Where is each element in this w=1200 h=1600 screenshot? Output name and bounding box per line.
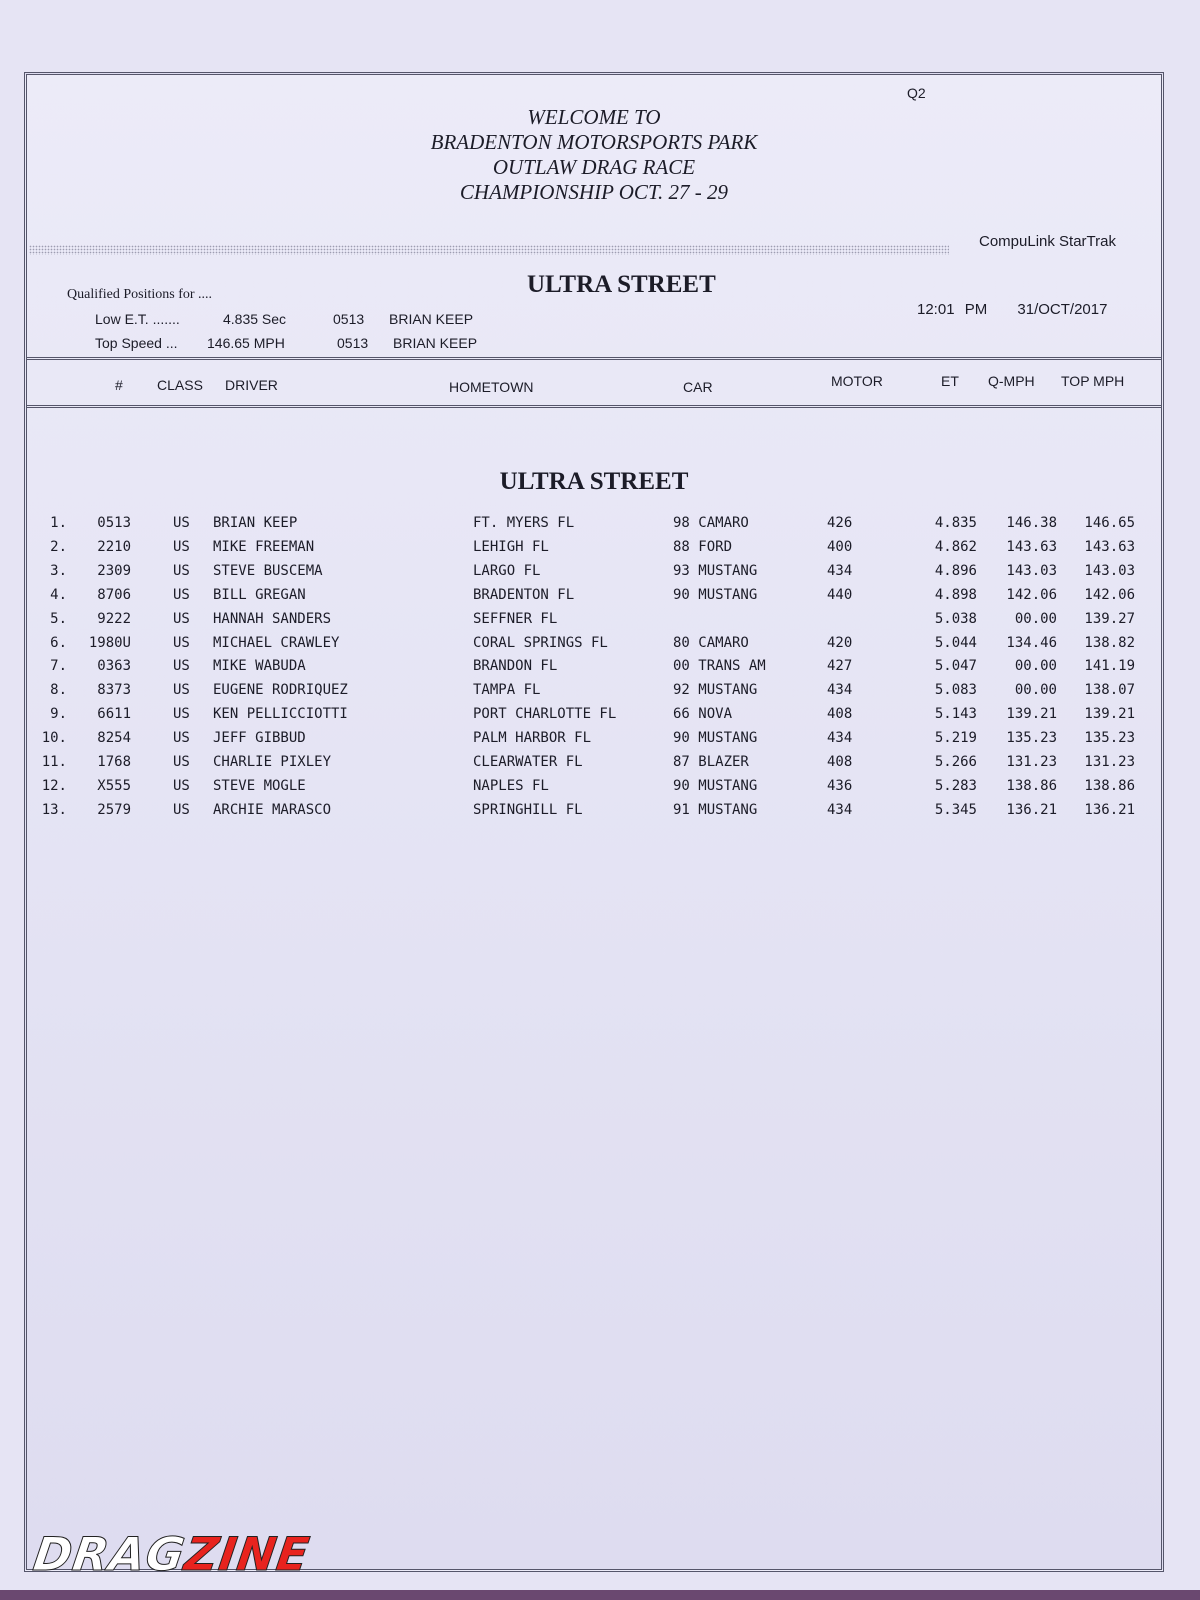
cell-et: 5.266	[934, 754, 977, 770]
table-row	[27, 611, 1161, 635]
cell-qmph: 139.21	[1006, 706, 1057, 723]
cell-car: 98 CAMARO	[673, 515, 749, 531]
cell-car: 90 MUSTANG	[673, 777, 758, 794]
cell-motor: 426	[827, 515, 853, 531]
cell-topmph: 138.86	[1084, 777, 1135, 794]
cell-driver: CHARLIE PIXLEY	[213, 754, 332, 770]
cell-topmph: 146.65	[1084, 515, 1135, 531]
cell-et: 5.044	[934, 634, 977, 651]
header-rule-bottom	[27, 405, 1161, 408]
cell-driver: MIKE WABUDA	[213, 658, 306, 675]
session-label: Q2	[907, 85, 926, 101]
table-row	[27, 563, 1161, 587]
top-speed-driver: BRIAN KEEP	[393, 335, 478, 351]
report-date: 31/OCT/2017	[1017, 301, 1108, 318]
cell-car: 80 CAMARO	[673, 634, 749, 651]
cell-motor: 434	[827, 682, 853, 699]
cell-topmph: 131.23	[1084, 754, 1135, 770]
cell-pos: 3.	[50, 562, 67, 579]
cell-class: US	[173, 562, 190, 579]
col-head-driver: DRIVER	[225, 377, 278, 393]
cell-car: 87 BLAZER	[673, 754, 749, 770]
cell-motor: 434	[827, 801, 853, 818]
cell-et: 5.219	[934, 730, 977, 747]
table-row	[27, 635, 1161, 659]
logo-part-zine: ZINE	[181, 1527, 314, 1581]
cell-hometown: CLEARWATER FL	[473, 754, 583, 770]
cell-et: 4.898	[934, 586, 977, 603]
class-title: ULTRA STREET	[527, 271, 716, 298]
cell-topmph: 135.23	[1084, 730, 1135, 747]
cell-motor: 408	[827, 754, 853, 770]
qualified-label: Qualified Positions for ....	[67, 287, 213, 302]
dragzine-logo	[30, 1527, 313, 1581]
top-speed-label: Top Speed ...	[95, 335, 178, 351]
cell-hometown: CORAL SPRINGS FL	[473, 634, 608, 651]
cell-topmph: 143.03	[1084, 562, 1135, 579]
cell-num: 1980U	[88, 634, 131, 651]
cell-qmph: 00.00	[1014, 658, 1057, 675]
welcome-line: BRADENTON MOTORSPORTS PARK	[430, 130, 758, 154]
cell-num: 0513	[97, 515, 131, 531]
cell-motor: 436	[827, 777, 853, 794]
cell-pos: 12.	[41, 777, 67, 794]
cell-pos: 7.	[50, 658, 67, 675]
cell-num: 6611	[97, 706, 131, 723]
cell-qmph: 135.23	[1006, 730, 1057, 747]
cell-num: 0363	[97, 658, 131, 675]
cell-num: 2579	[97, 801, 131, 818]
table-row	[27, 706, 1161, 730]
low-et-label: Low E.T. .......	[95, 311, 180, 327]
col-head-car: CAR	[683, 379, 713, 395]
cell-hometown: PALM HARBOR FL	[473, 730, 592, 747]
table-row	[27, 515, 1161, 539]
cell-topmph: 142.06	[1084, 586, 1135, 603]
cell-qmph: 143.63	[1006, 538, 1057, 555]
low-et-value: 4.835 Sec	[223, 311, 287, 327]
cell-motor: 440	[827, 586, 853, 603]
cell-class: US	[173, 777, 190, 794]
cell-num: 1768	[97, 754, 131, 770]
table-edge	[0, 1590, 1200, 1600]
cell-class: US	[173, 801, 190, 818]
low-et-car: 0513	[333, 311, 365, 327]
table-row	[27, 730, 1161, 754]
cell-hometown: SEFFNER FL	[473, 610, 558, 627]
cell-topmph: 139.27	[1084, 610, 1135, 627]
cell-topmph: 138.07	[1084, 682, 1135, 699]
cell-et: 5.283	[934, 777, 977, 794]
cell-hometown: LARGO FL	[473, 562, 541, 579]
cell-num: 8254	[97, 730, 131, 747]
welcome-line: OUTLAW DRAG RACE	[492, 155, 696, 179]
cell-pos: 13.	[41, 801, 67, 818]
cell-class: US	[173, 754, 190, 770]
section-title: ULTRA STREET	[499, 468, 689, 495]
cell-num: 8706	[97, 586, 131, 603]
event-welcome	[27, 105, 1161, 205]
cell-hometown: LEHIGH FL	[473, 538, 549, 555]
cell-class: US	[173, 682, 190, 699]
timestamp	[917, 301, 1107, 318]
cell-car: 66 NOVA	[673, 706, 733, 723]
cell-driver: BRIAN KEEP	[213, 515, 298, 531]
col-head-et: ET	[941, 373, 959, 389]
cell-qmph: 142.06	[1006, 586, 1057, 603]
cell-hometown: BRANDON FL	[473, 658, 558, 675]
cell-class: US	[173, 586, 190, 603]
cell-motor: 434	[827, 730, 853, 747]
cell-motor: 420	[827, 634, 853, 651]
col-head-topmph: TOP MPH	[1061, 373, 1125, 389]
cell-car: 90 MUSTANG	[673, 730, 758, 747]
cell-et: 5.345	[934, 801, 977, 818]
cell-driver: KEN PELLICCIOTTI	[213, 706, 348, 723]
cell-hometown: BRADENTON FL	[473, 586, 575, 603]
cell-pos: 4.	[50, 586, 67, 603]
cell-pos: 6.	[50, 634, 67, 651]
cell-class: US	[173, 515, 190, 531]
cell-motor: 408	[827, 706, 853, 723]
cell-et: 5.143	[934, 706, 977, 723]
cell-hometown: NAPLES FL	[473, 777, 549, 794]
results-sheet	[24, 72, 1164, 1572]
cell-pos: 10.	[41, 730, 67, 747]
cell-qmph: 134.46	[1006, 634, 1057, 651]
dotted-divider	[29, 245, 949, 255]
cell-num: 8373	[97, 682, 131, 699]
table-row	[27, 539, 1161, 563]
cell-class: US	[173, 610, 190, 627]
cell-car: 88 FORD	[673, 538, 733, 555]
cell-motor: 427	[827, 658, 853, 675]
col-head-motor: MOTOR	[831, 373, 883, 389]
cell-class: US	[173, 658, 190, 675]
cell-car: 00 TRANS AM	[673, 658, 766, 675]
cell-driver: MICHAEL CRAWLEY	[213, 634, 340, 651]
cell-et: 4.896	[934, 562, 977, 579]
header-rule-top	[27, 357, 1161, 360]
logo-part-drag: DRAG	[30, 1527, 189, 1581]
table-row	[27, 658, 1161, 682]
cell-hometown: SPRINGHILL FL	[473, 801, 583, 818]
cell-driver: STEVE BUSCEMA	[213, 562, 323, 579]
low-et-line	[95, 311, 473, 327]
col-head-hometown: HOMETOWN	[449, 379, 534, 395]
cell-hometown: TAMPA FL	[473, 682, 541, 699]
table-row	[27, 587, 1161, 611]
cell-num: X555	[97, 777, 131, 794]
cell-qmph: 131.23	[1006, 754, 1057, 770]
cell-class: US	[173, 730, 190, 747]
cell-car: 90 MUSTANG	[673, 586, 758, 603]
cell-qmph: 136.21	[1006, 801, 1057, 818]
cell-num: 9222	[97, 610, 131, 627]
cell-topmph: 143.63	[1084, 538, 1135, 555]
top-speed-car: 0513	[337, 335, 369, 351]
cell-driver: EUGENE RODRIQUEZ	[213, 682, 348, 699]
welcome-line: CHAMPIONSHIP OCT. 27 - 29	[459, 180, 729, 204]
cell-et: 5.038	[934, 610, 977, 627]
cell-hometown: PORT CHARLOTTE FL	[473, 706, 617, 723]
top-speed-line	[95, 335, 477, 351]
cell-driver: STEVE MOGLE	[213, 777, 306, 794]
cell-et: 4.862	[934, 538, 977, 555]
welcome-line: WELCOME TO	[527, 105, 661, 129]
top-speed-value: 146.65 MPH	[207, 335, 285, 351]
cell-hometown: FT. MYERS FL	[473, 515, 575, 531]
cell-pos: 8.	[50, 682, 67, 699]
cell-qmph: 138.86	[1006, 777, 1057, 794]
report-time: 12:01 PM	[917, 301, 988, 318]
cell-num: 2309	[97, 562, 131, 579]
cell-qmph: 143.03	[1006, 562, 1057, 579]
table-row	[27, 778, 1161, 802]
cell-num: 2210	[97, 538, 131, 555]
cell-driver: ARCHIE MARASCO	[213, 801, 332, 818]
cell-topmph: 141.19	[1084, 658, 1135, 675]
cell-motor: 434	[827, 562, 853, 579]
cell-pos: 9.	[50, 706, 67, 723]
col-head-class: CLASS	[157, 377, 203, 393]
table-row	[27, 802, 1161, 826]
cell-motor: 400	[827, 538, 853, 555]
col-head-num: #	[115, 377, 123, 393]
cell-driver: BILL GREGAN	[213, 586, 306, 603]
low-et-driver: BRIAN KEEP	[389, 311, 474, 327]
cell-pos: 2.	[50, 538, 67, 555]
cell-driver: JEFF GIBBUD	[213, 730, 306, 747]
cell-topmph: 138.82	[1084, 634, 1135, 651]
cell-et: 4.835	[934, 515, 977, 531]
cell-topmph: 139.21	[1084, 706, 1135, 723]
cell-class: US	[173, 706, 190, 723]
cell-topmph: 136.21	[1084, 801, 1135, 818]
timing-system-label: CompuLink StarTrak	[979, 233, 1116, 250]
cell-car: 92 MUSTANG	[673, 682, 758, 699]
cell-class: US	[173, 538, 190, 555]
cell-car: 93 MUSTANG	[673, 562, 758, 579]
col-head-qmph: Q-MPH	[988, 373, 1035, 389]
table-row	[27, 754, 1161, 778]
cell-qmph: 00.00	[1014, 610, 1057, 627]
cell-qmph: 146.38	[1006, 515, 1057, 531]
cell-driver: HANNAH SANDERS	[213, 610, 332, 627]
cell-car: 91 MUSTANG	[673, 801, 758, 818]
cell-et: 5.083	[934, 682, 977, 699]
cell-pos: 11.	[41, 754, 67, 770]
cell-qmph: 00.00	[1014, 682, 1057, 699]
table-row	[27, 682, 1161, 706]
cell-driver: MIKE FREEMAN	[213, 538, 315, 555]
cell-pos: 1.	[50, 515, 67, 531]
cell-class: US	[173, 634, 190, 651]
cell-et: 5.047	[934, 658, 977, 675]
cell-pos: 5.	[50, 610, 67, 627]
